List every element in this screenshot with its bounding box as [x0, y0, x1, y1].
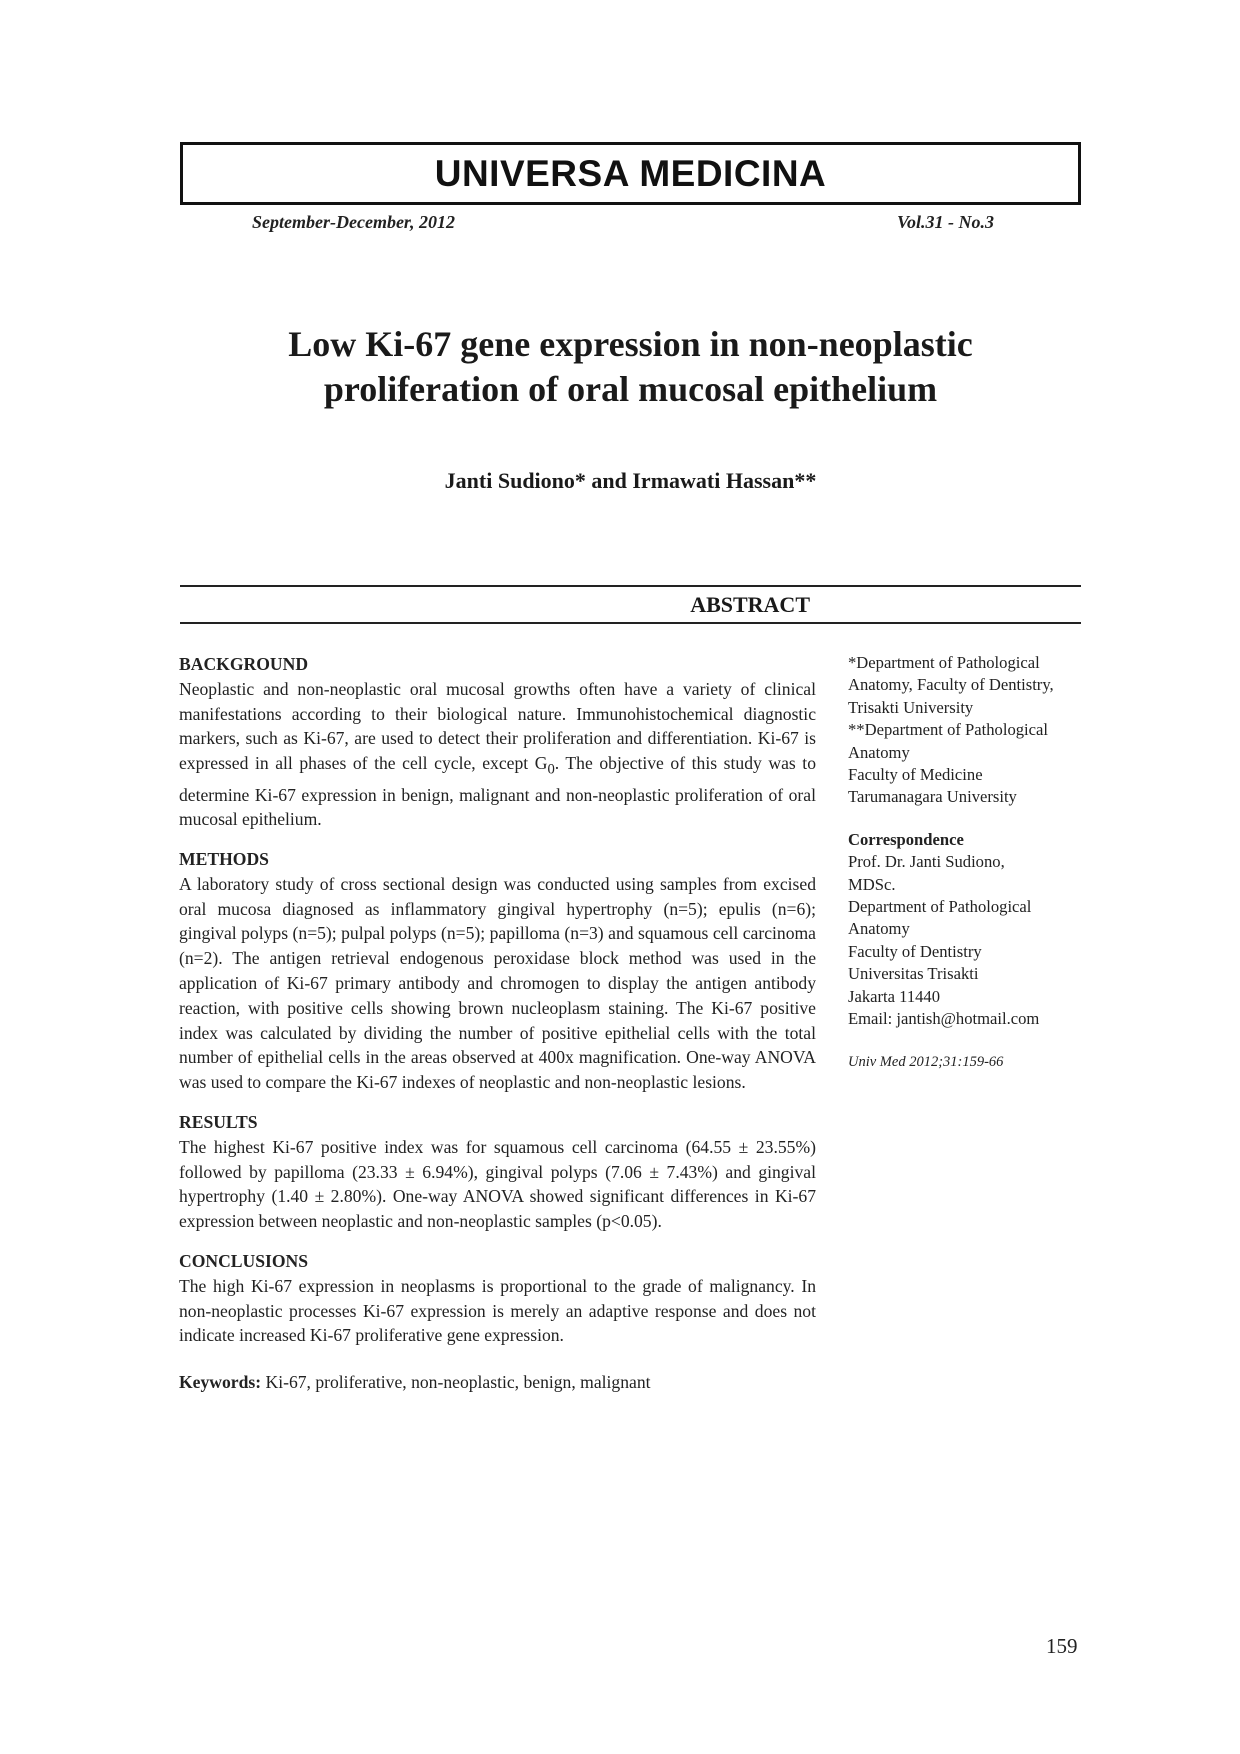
keywords-text: Ki-67, proliferative, non-neoplastic, benign, malignant	[265, 1372, 651, 1393]
background-text-part-2: . The objective of this study was to determine Ki-67 expression in benign, malignant and non-neoplastic proliferation of oral mucosal epithelium.	[179, 753, 816, 830]
affiliation-line: **Department of Pathological	[848, 720, 1048, 740]
affiliation-line: Anatomy	[848, 742, 910, 762]
correspondence-line: Anatomy	[848, 919, 910, 939]
abstract-body	[179, 652, 816, 1395]
correspondence-line: Universitas Trisakti	[848, 964, 979, 984]
section-background	[179, 652, 816, 832]
issue-volume: Vol.31 - No.3	[897, 212, 995, 232]
correspondence-line: Jakarta 11440	[848, 986, 941, 1006]
affiliation-line: *Department of Pathological	[848, 653, 1040, 672]
section-conclusions	[179, 1249, 816, 1348]
article-title-line-1: Low Ki-67 gene expression in non-neoplastic	[288, 324, 973, 364]
affiliation-line: Trisakti University	[848, 697, 974, 717]
correspondence-line: Faculty of Dentistry	[848, 941, 982, 961]
section-heading: RESULTS	[179, 1112, 258, 1133]
section-text: A laboratory study of cross sectional design was conducted using samples from excised oral mucosa diagnosed as inflammatory gingival hypertrophy (n=5); epulis (n=6); gingival polyps (n=5); pulpal polyps (n=5); papilloma (n=3) and squamous cell carcinoma (n=2). The antigen retrieval endogenous peroxidase block method was used in the application of Ki-67 primary antibody and chromogen to display the antigen antibody reaction, with positive cells showing brown nucleoplasm staining. The Ki-67 positive index was calculated by dividing the number of positive epithelial cells with the total number of epithelial cells in the areas observed at 400x magnification. One-way ANOVA was used to compare the Ki-67 indexes of neoplastic and non-neoplastic lesions.	[179, 873, 816, 1093]
section-text: The highest Ki-67 positive index was for squamous cell carcinoma (64.55 ± 23.55%) followed by papilloma (23.33 ± 6.94%), gingival polyps (7.06 ± 7.43%) and gingival hypertrophy (1.40 ± 2.80%). One-way ANOVA showed significant differences in Ki-67 expression between neoplastic and non-neoplastic samples (p<0.05).	[179, 1136, 816, 1232]
abstract-rule-bottom	[180, 622, 1081, 624]
page-number: 159	[1046, 1634, 1078, 1658]
affiliation-line: Faculty of Medicine	[848, 765, 983, 785]
affiliation-line: Anatomy, Faculty of Dentistry,	[848, 675, 1054, 695]
correspondence-heading: Correspondence	[848, 829, 964, 849]
section-text: The high Ki-67 expression in neoplasms is proportional to the grade of malignancy. In non-neoplastic processes Ki-67 expression is merely an adaptive response and does not indicate increased Ki-67 proliferative gene expression.	[179, 1275, 816, 1346]
article-title-line-2: proliferation of oral mucosal epithelium	[323, 369, 938, 409]
correspondence	[848, 829, 1088, 1031]
section-results	[179, 1110, 816, 1234]
section-methods	[179, 847, 816, 1095]
article-title	[180, 322, 1081, 412]
section-heading: CONCLUSIONS	[179, 1251, 309, 1272]
background-text-part-1: Neoplastic and non-neoplastic oral mucosal growths often have a variety of clinical manifestations according to their biological nature. Immunohistochemical diagnostic markers, such as Ki-67, are used to detect their proliferation and differentiation. Ki-67 is expressed in all phases of the cell cycle, except G	[179, 678, 816, 774]
correspondence-line: Prof. Dr. Janti Sudiono,	[848, 852, 1005, 872]
keywords-label: Keywords:	[179, 1372, 262, 1393]
abstract-rule-top	[180, 585, 1081, 587]
section-heading: BACKGROUND	[179, 654, 309, 674]
section-heading: METHODS	[179, 849, 269, 870]
article-authors: Janti Sudiono* and Irmawati Hassan**	[444, 468, 817, 493]
correspondence-email: Email: jantish@hotmail.com	[848, 1009, 1040, 1029]
abstract-heading: ABSTRACT	[690, 592, 810, 617]
sidebar	[848, 652, 1088, 1093]
correspondence-line: Department of Pathological	[848, 897, 1032, 917]
affiliations	[848, 652, 1088, 809]
issue-date: September-December, 2012	[252, 212, 455, 232]
journal-name: UNIVERSA MEDICINA	[434, 152, 827, 194]
g0-subscript: 0	[547, 761, 555, 778]
keywords	[179, 1370, 816, 1395]
affiliation-line: Tarumanagara University	[848, 787, 1017, 807]
citation: Univ Med 2012;31:159-66	[848, 1053, 1004, 1070]
journal-header-box	[180, 142, 1081, 205]
correspondence-line: MDSc.	[848, 874, 896, 894]
section-text	[179, 677, 816, 832]
